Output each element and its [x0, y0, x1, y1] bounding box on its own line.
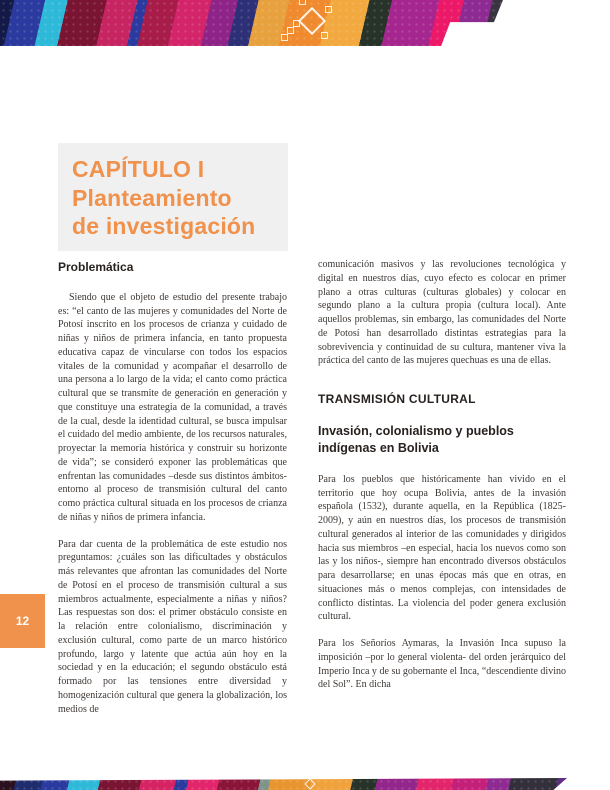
- page-number: 12: [15, 614, 30, 628]
- right-column: [318, 258, 566, 705]
- section-heading-problematica: Problemática: [58, 260, 134, 274]
- left-column: [58, 261, 287, 729]
- chapter-title-line-3: de investigación: [72, 213, 256, 239]
- body-paragraph: Para dar cuenta de la problemática de este estudio nos preguntamos: ¿cuáles son las dificultades y obstáculos más relevantes que afrontan las comunidades del Norte de Potosí en el proceso de transmisión cultural a sus miembros actualmente, especialmente a niñas y niños? Las respuestas son dos: el primer obstáculo consiste en la relación entre colonialismo, discriminación y exclusión cultural, como parte de un marco histórico profundo, largo y latente que actúa aún hoy en la sociedad y en la educación; el segundo obstáculo está formado por las tensiones entre diversidad y homogenización cultural que genera la globalización, los medios de: [58, 538, 287, 715]
- body-paragraph: Siendo que el objeto de estudio del presente trabajo es: “el canto de las mujeres y comunidades del Norte de Potosí inscrito en los procesos de crianza y cuidado de niñas y niños de primera infancia, en tanto propuesta educativa capaz de vincularse con todos los espacios vitales de la comunidad y acompañar el desarrollo de una persona a lo largo de la vida; el canto como práctica cultural que se transmite de generación en generación y que constituye una estrategia de la comunidad, a través de la cual, desde la identidad cultural, se busca impulsar el cuidado del medio ambiente, de los recursos naturales, proyectar la memoria histórica y construir su horizonte de vida”; se consideró exponer las problemáticas que enfrentan las comunidades –desde sus distintos ámbitos- entorno al proceso de transmisión cultural del canto como práctica cultural situada en los procesos de crianza de niñas y niños de primera infancia.: [58, 291, 287, 523]
- textile-diamond-motif-small: [304, 778, 315, 789]
- chapter-title-line-1: CAPÍTULO I: [72, 156, 205, 182]
- body-paragraph: Para los Señoríos Aymaras, la Invasión Inca supuso la imposición –por lo general violenta- del orden jerárquico del Imperio Inca y de su gobernante el Inca, “descendiente divino del Sol”. En dicha: [318, 638, 566, 691]
- body-paragraph: comunicación masivos y las revoluciones tecnológica y digital en nuestros días, cuyo efecto es colocar en primer plano a otras culturas (culturas globales) y colocar en segundo plano a la cultura propia (cultura local). Ante aquellos problemas, sin embargo, las comunidades del Norte de Potosí han desarrollado distintas estrategias para la sobrevivencia y continuidad de su cultura, mantener viva la práctica del canto de las mujeres quechuas es una de ellas.: [318, 259, 566, 367]
- textile-diamond-motif: [0, 0, 503, 46]
- page-number-tab: [0, 594, 45, 648]
- chapter-title: [72, 155, 255, 241]
- subsection-heading-invasion: Invasión, colonialismo y pueblos indígenas en Bolivia: [318, 423, 514, 455]
- section-heading-transmision-cultural: TRANSMISIÓN CULTURAL: [318, 392, 476, 406]
- bottom-stripe-band: [0, 778, 567, 790]
- top-stripe-band: [0, 0, 503, 46]
- body-paragraph: Para los pueblos que históricamente han vivido en el territorio que hoy ocupa Bolivia, antes de la invasión española (1532), durante aquella, en la República (1825-2009), y aún en nuestros días, los procesos de transmisión cultural generados al interior de las comunidades y dirigidos hacia sus miembros –en especial, hacia los nuevos como son las y los niños-, siempre han encontrado diversos obstáculos para desarrollarse; en unas épocas más que en otras, en situaciones más o menos complejas, con intensidades de conflicto distintas. La violencia del poder genera exclusión cultural.: [318, 473, 566, 623]
- chapter-title-line-2: Planteamiento: [72, 184, 232, 211]
